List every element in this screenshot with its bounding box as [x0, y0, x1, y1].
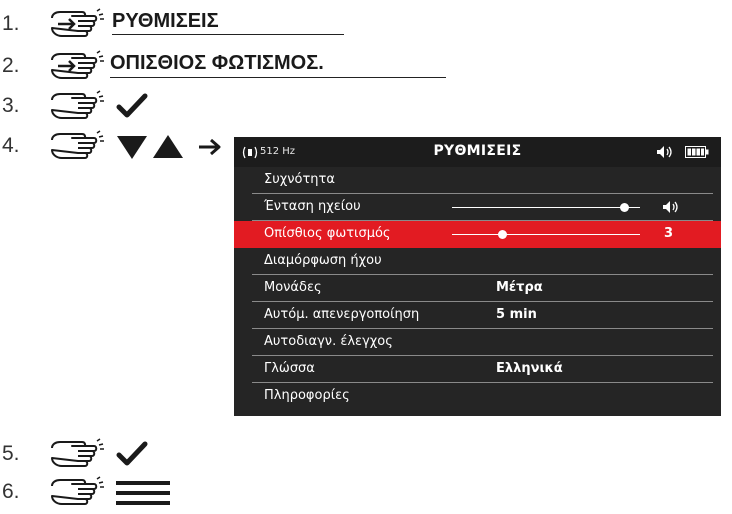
menu-item-value: 5 min	[496, 307, 537, 322]
speaker-icon	[656, 145, 674, 159]
menu-item-backlight[interactable]	[234, 221, 721, 248]
menu-item-value: Μέτρα	[496, 280, 543, 295]
step-1-menu-name: ΡΥΘΜΙΣΕΙΣ	[112, 10, 219, 32]
backlight-slider[interactable]	[452, 234, 640, 235]
menu-item-value: Ελληνικά	[496, 361, 563, 376]
speaker-icon	[662, 200, 680, 214]
step-number: 6.	[2, 480, 20, 503]
device-settings-screen	[234, 137, 721, 416]
instruction-step-1	[0, 8, 732, 42]
step-number: 4.	[2, 134, 20, 157]
step-number: 3.	[2, 94, 20, 117]
step-2-underline	[110, 77, 446, 78]
pointing-hand-enter-icon	[48, 8, 106, 38]
screen-title: ΡΥΘΜΙΣΕΙΣ	[433, 143, 522, 159]
step-1-underline	[112, 34, 344, 35]
frequency-label: 512 Hz	[260, 146, 296, 157]
pointing-hand-press-icon	[48, 90, 106, 120]
step-2-menu-name: ΟΠΙΣΘΙΟΣ ΦΩΤΙΣΜΟΣ.	[110, 52, 324, 74]
menu-item-label: Ένταση ηχείου	[264, 199, 361, 214]
menu-item-label: Μονάδες	[264, 280, 322, 295]
menu-item-label: Συχνότητα	[264, 172, 335, 187]
backlight-slider-knob[interactable]	[498, 230, 507, 239]
menu-item-auto-power-off[interactable]	[234, 302, 721, 329]
pointing-hand-press-icon	[48, 438, 106, 468]
pointing-hand-enter-icon	[48, 50, 106, 80]
menu-item-label: Γλώσσα	[264, 361, 315, 376]
battery-icon	[685, 146, 709, 158]
volume-slider[interactable]	[452, 207, 640, 208]
instruction-step-3	[0, 90, 732, 124]
triangle-up-icon	[152, 134, 184, 160]
step-number: 5.	[2, 442, 20, 465]
screen-header	[234, 137, 721, 167]
step-number: 2.	[2, 54, 20, 77]
menu-item-label: Πληροφορίες	[264, 388, 350, 403]
pointing-hand-press-icon	[48, 476, 106, 506]
menu-item-sound-modulation[interactable]	[234, 248, 721, 275]
menu-item-units[interactable]	[234, 275, 721, 302]
volume-slider-knob[interactable]	[620, 203, 629, 212]
backlight-value: 3	[664, 226, 674, 241]
checkmark-icon	[116, 440, 148, 468]
menu-item-label: Αυτόμ. απενεργοποίηση	[264, 307, 420, 322]
arrow-right-icon	[198, 138, 222, 156]
instruction-step-2	[0, 50, 732, 84]
menu-item-speaker-volume[interactable]	[234, 194, 721, 221]
menu-item-self-test[interactable]	[234, 329, 721, 356]
step-number: 1.	[2, 12, 20, 35]
hamburger-menu-icon	[116, 480, 170, 506]
menu-item-label: Διαμόρφωση ήχου	[264, 253, 382, 268]
menu-item-information[interactable]	[234, 383, 721, 410]
menu-item-frequency[interactable]	[234, 167, 721, 194]
instruction-step-6	[0, 476, 732, 510]
menu-item-label: Αυτοδιαγν. έλεγχος	[264, 334, 393, 349]
instruction-step-5	[0, 438, 732, 472]
pointing-hand-press-icon	[48, 130, 106, 160]
triangle-down-icon	[116, 134, 148, 160]
menu-item-label: Οπίσθιος φωτισμός	[264, 226, 391, 241]
checkmark-icon	[116, 92, 148, 120]
menu-item-language[interactable]	[234, 356, 721, 383]
